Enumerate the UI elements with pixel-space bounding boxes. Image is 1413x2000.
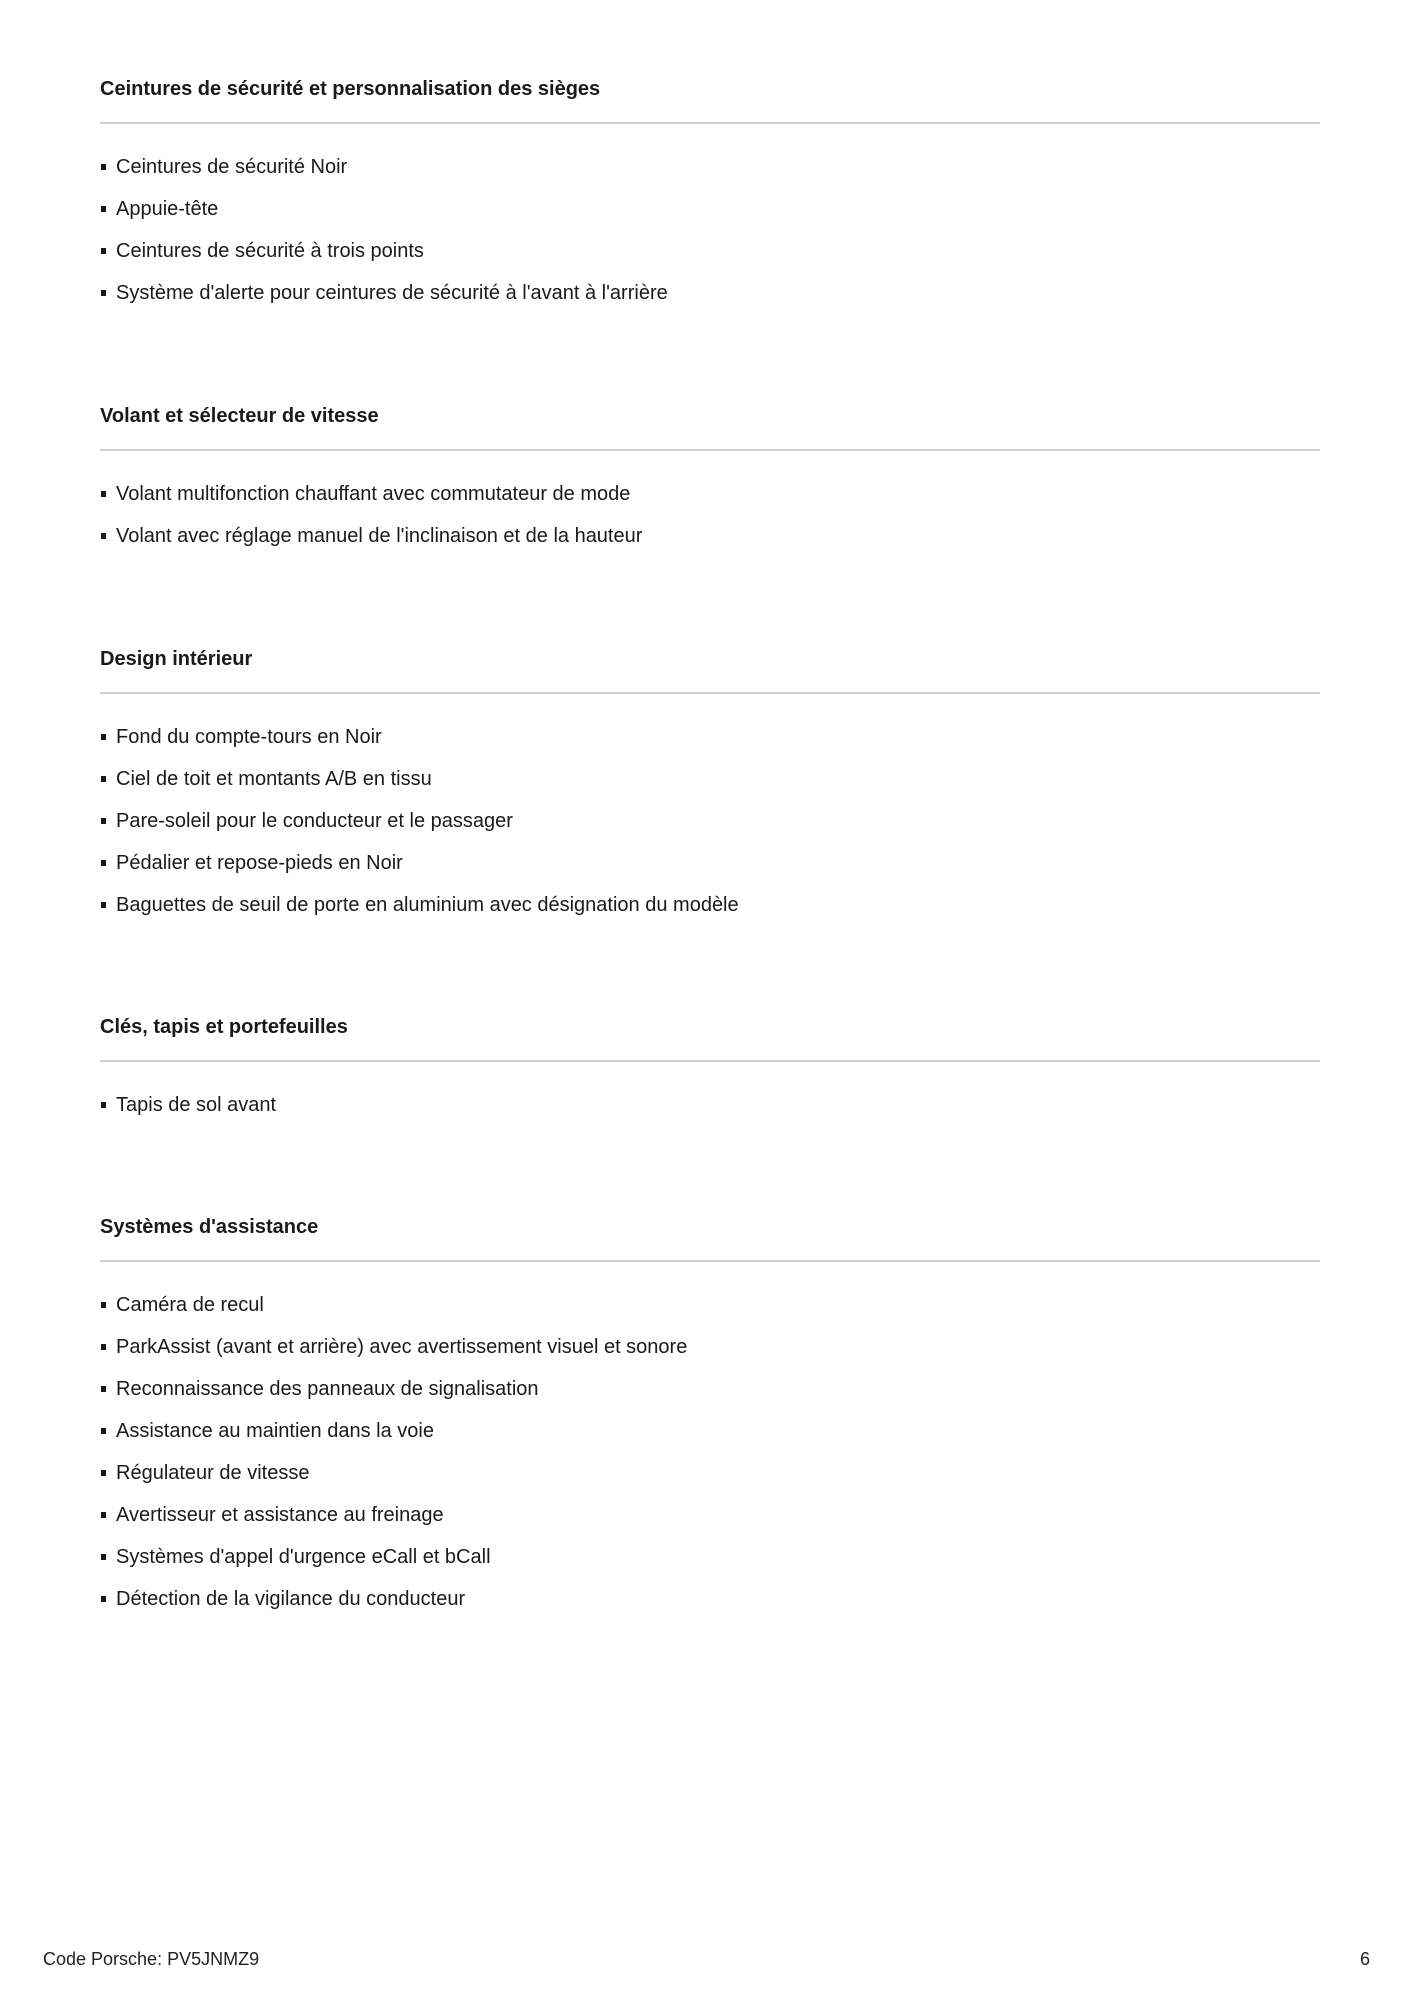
section-keys-mats <box>100 1015 1320 1117</box>
list-item-text: Pédalier et repose-pieds en Noir <box>116 852 403 874</box>
list-item <box>100 809 1320 833</box>
bullet-icon <box>101 860 106 866</box>
bullet-icon <box>101 818 106 824</box>
bullet-icon <box>101 1428 106 1434</box>
section-divider <box>100 1260 1320 1262</box>
feature-list <box>100 725 1320 917</box>
section-divider <box>100 1060 1320 1062</box>
list-item-text: Ciel de toit et montants A/B en tissu <box>116 768 432 790</box>
list-item <box>100 197 1320 221</box>
bullet-icon <box>101 1302 106 1308</box>
list-item <box>100 1293 1320 1317</box>
list-item <box>100 1335 1320 1359</box>
list-item <box>100 893 1320 917</box>
list-item-text: Régulateur de vitesse <box>116 1462 310 1484</box>
section-title: Ceintures de sécurité et personnalisation des sièges <box>100 78 601 100</box>
section-divider <box>100 692 1320 694</box>
list-item <box>100 281 1320 305</box>
feature-list <box>100 482 1320 548</box>
list-item <box>100 1503 1320 1527</box>
list-item-text: Détection de la vigilance du conducteur <box>116 1588 466 1610</box>
list-item-text: Tapis de sol avant <box>116 1094 277 1116</box>
section-seatbelts <box>100 77 1320 305</box>
porsche-code: Code Porsche: PV5JNMZ9 <box>43 1949 260 1969</box>
section-interior-design <box>100 647 1320 917</box>
list-item <box>100 1419 1320 1443</box>
list-item <box>100 1587 1320 1611</box>
list-item <box>100 1093 1320 1117</box>
feature-list <box>100 1093 1320 1117</box>
section-title: Systèmes d'assistance <box>100 1216 319 1238</box>
bullet-icon <box>101 206 106 212</box>
bullet-icon <box>101 1554 106 1560</box>
bullet-icon <box>101 1386 106 1392</box>
list-item-text: Appuie-tête <box>116 198 219 220</box>
section-assistance-systems <box>100 1215 1320 1611</box>
section-title: Design intérieur <box>100 648 253 670</box>
list-item-text: Reconnaissance des panneaux de signalisation <box>116 1378 539 1400</box>
list-item-text: Système d'alerte pour ceintures de sécurité à l'avant à l'arrière <box>116 282 668 304</box>
list-item <box>100 1377 1320 1401</box>
bullet-icon <box>101 1512 106 1518</box>
bullet-icon <box>101 776 106 782</box>
list-item-text: Avertisseur et assistance au freinage <box>116 1504 444 1526</box>
list-item-text: Ceintures de sécurité à trois points <box>116 240 424 262</box>
section-steering <box>100 404 1320 548</box>
list-item-text: Systèmes d'appel d'urgence eCall et bCall <box>116 1546 491 1568</box>
section-title: Clés, tapis et portefeuilles <box>100 1016 348 1038</box>
list-item <box>100 1545 1320 1569</box>
list-item <box>100 851 1320 875</box>
bullet-icon <box>101 290 106 296</box>
bullet-icon <box>101 248 106 254</box>
bullet-icon <box>101 533 106 539</box>
bullet-icon <box>101 1102 106 1108</box>
feature-list <box>100 1293 1320 1611</box>
list-item-text: Assistance au maintien dans la voie <box>116 1420 434 1442</box>
bullet-icon <box>101 1344 106 1350</box>
list-item <box>100 524 1320 548</box>
list-item-text: Ceintures de sécurité Noir <box>116 156 348 178</box>
list-item-text: Baguettes de seuil de porte en aluminium avec désignation du modèle <box>116 894 739 916</box>
feature-list <box>100 155 1320 305</box>
list-item <box>100 155 1320 179</box>
list-item <box>100 725 1320 749</box>
list-item-text: Volant avec réglage manuel de l'inclinaison et de la hauteur <box>116 525 643 547</box>
list-item <box>100 482 1320 506</box>
section-title: Volant et sélecteur de vitesse <box>100 405 379 427</box>
bullet-icon <box>101 491 106 497</box>
list-item-text: Caméra de recul <box>116 1294 264 1316</box>
list-item <box>100 239 1320 263</box>
bullet-icon <box>101 902 106 908</box>
bullet-icon <box>101 1470 106 1476</box>
page-number: 6 <box>1359 1949 1370 1969</box>
section-divider <box>100 449 1320 451</box>
bullet-icon <box>101 1596 106 1602</box>
bullet-icon <box>101 734 106 740</box>
list-item-text: Volant multifonction chauffant avec commutateur de mode <box>116 483 631 505</box>
list-item-text: ParkAssist (avant et arrière) avec avertissement visuel et sonore <box>116 1336 688 1358</box>
list-item <box>100 1461 1320 1485</box>
list-item-text: Pare-soleil pour le conducteur et le passager <box>116 810 513 832</box>
bullet-icon <box>101 164 106 170</box>
section-divider <box>100 122 1320 124</box>
list-item <box>100 767 1320 791</box>
list-item-text: Fond du compte-tours en Noir <box>116 726 382 748</box>
